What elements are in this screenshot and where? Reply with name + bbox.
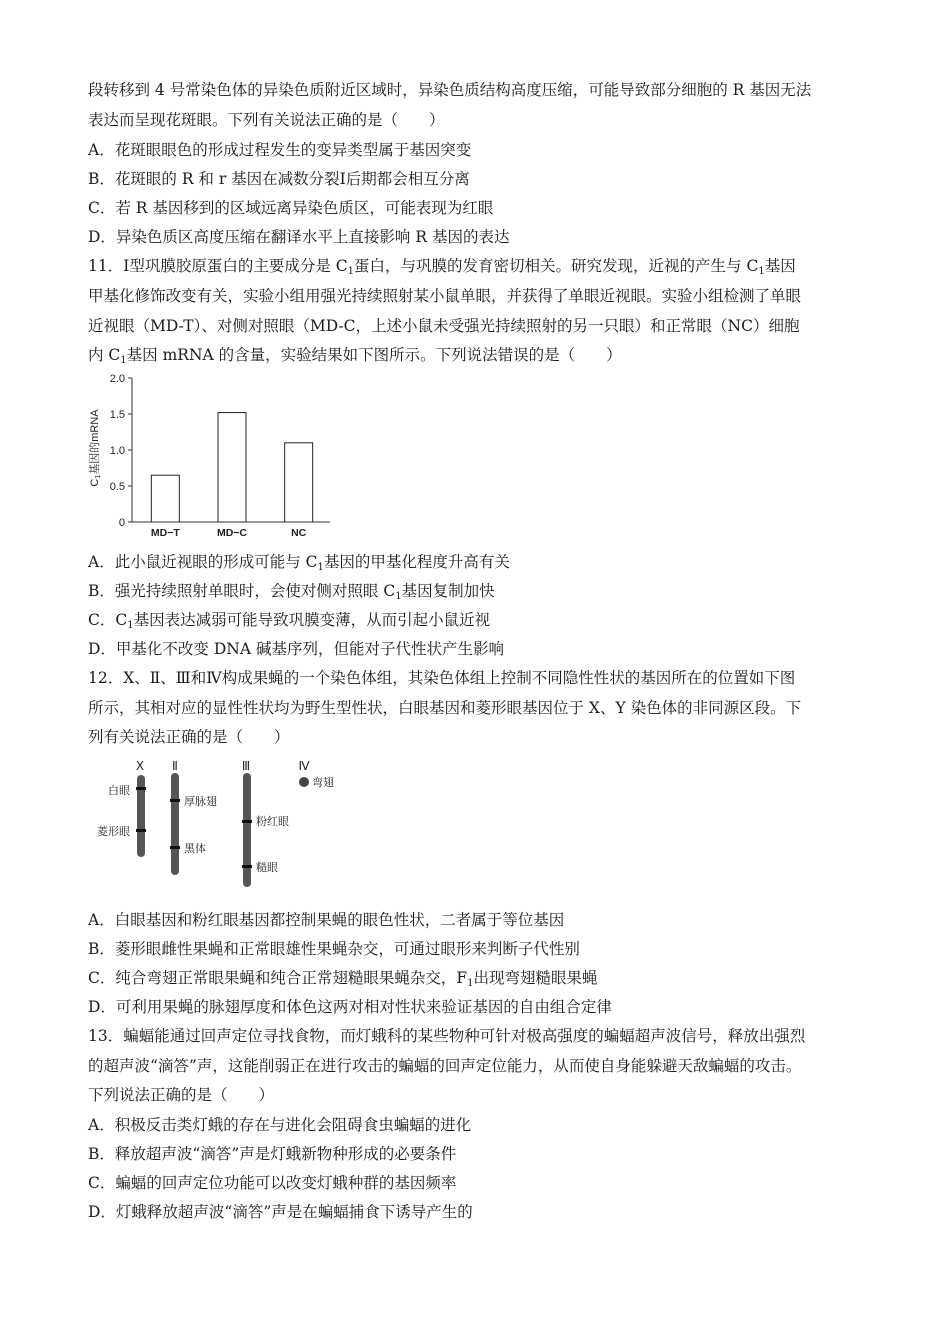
y-tick-label: 2.0 bbox=[109, 373, 125, 385]
gene-label-pink-eye: 粉红眼 bbox=[256, 815, 289, 828]
chrom-label-ii: Ⅱ bbox=[172, 759, 178, 773]
band-pink-eye bbox=[242, 820, 252, 823]
gene-label-rough-eye: 糙眼 bbox=[256, 861, 278, 874]
q13-option-c: C．蝙蝠的回声定位功能可以改变灯蛾种群的基因频率 bbox=[88, 1174, 457, 1192]
bar-0 bbox=[151, 475, 179, 522]
y-tick-label: 1.5 bbox=[109, 409, 125, 421]
q12-option-a: A．白眼基因和粉红眼基因都控制果蝇的眼色性状，二者属于等位基因 bbox=[88, 911, 565, 929]
gene-label-bent-wing: 弯翅 bbox=[312, 776, 334, 789]
mrna-bar-chart bbox=[86, 368, 336, 544]
q13-stem-line-3: 下列说法正确的是（ ） bbox=[88, 1086, 275, 1104]
q12-option-d: D．可利用果蝇的脉翅厚度和体色这两对相对性状来验证基因的自由组合定律 bbox=[88, 998, 612, 1016]
gene-label-white-eye: 白眼 bbox=[108, 784, 130, 797]
q11-stem-line-4: 内 $C_1$基因 mRNA 的含量，实验结果如下图所示。下列说法错误的是（ ） bbox=[88, 346, 622, 366]
q12-stem-line-2: 所示，其相对应的显性性状均为野生型性状，白眼基因和菱形眼基因位于 X、Y 染色体的非同源区段。下 bbox=[88, 699, 802, 717]
gene-label-black-body: 黑体 bbox=[184, 842, 206, 855]
q13-option-a: A．积极反击类灯蛾的存在与进化会阻碍食虫蝙蝠的进化 bbox=[88, 1116, 472, 1134]
band-black-body bbox=[170, 846, 180, 849]
category-label-1: MD−C bbox=[216, 527, 248, 539]
q13-stem-line-2: 的超声波“滴答”声，这能削弱正在进行攻击的蝙蝠的回声定位能力，从而使自身能躲避天敌蝙蝠的攻击。 bbox=[88, 1057, 802, 1075]
q13-stem-line-1: 13．蝙蝠能通过回声定位寻找食物，而灯蛾科的某些物种可针对极高强度的蝙蝠超声波信号，释放出强烈 bbox=[88, 1027, 806, 1045]
y-tick-label: 1.0 bbox=[109, 445, 125, 457]
q10-option-d: D．异染色质区高度压缩在翻译水平上直接影响 R 基因的表达 bbox=[88, 228, 510, 246]
chromosome-iii bbox=[243, 773, 251, 887]
chrom-label-iv: Ⅳ bbox=[298, 759, 310, 773]
gene-label-lozenge-eye: 菱形眼 bbox=[97, 825, 130, 838]
q11-stem-line-2: 甲基化修饰改变有关，实验小组用强光持续照射某小鼠单眼，并获得了单眼近视眼。实验小组检测了单眼 bbox=[88, 287, 802, 305]
q12-option-c: C．纯合弯翅正常眼果蝇和纯合正常翅糙眼果蝇杂交，$F_1$出现弯翅糙眼果蝇 bbox=[88, 969, 598, 989]
q13-option-b: B．释放超声波“滴答”声是灯蛾新物种形成的必要条件 bbox=[88, 1145, 457, 1163]
q12-stem-line-3: 列有关说法正确的是（ ） bbox=[88, 728, 290, 746]
chromosome-ii bbox=[171, 773, 179, 875]
y-tick-label: 0 bbox=[118, 517, 125, 529]
band-rough-eye bbox=[242, 865, 252, 868]
q10-stem-line-2: 表达而呈现花斑眼。下列有关说法正确的是（ ） bbox=[88, 111, 445, 129]
q13-option-d: D．灯蛾释放超声波“滴答”声是在蝙蝠捕食下诱导产生的 bbox=[88, 1203, 473, 1221]
q11-stem-line-3: 近视眼（MD-T）、对侧对照眼（MD-C，上述小鼠未受强光持续照射的另一只眼）和正常眼（NC）细胞 bbox=[88, 317, 800, 335]
category-label-0: MD−T bbox=[150, 527, 180, 539]
q11-option-b: B．强光持续照射单眼时，会使对侧对照眼 $C_1$基因复制加快 bbox=[88, 582, 495, 602]
q11-stem-line-1: 11．Ⅰ型巩膜胶原蛋白的主要成分是 $C_1$蛋白，与巩膜的发育密切相关。研究发现，近视的产生与 $C_1$基因 bbox=[88, 257, 796, 277]
q10-stem-line-1: 段转移到 4 号常染色体的异染色质附近区域时，异染色质结构高度压缩，可能导致部分细胞的 R 基因无法 bbox=[88, 81, 812, 99]
chrom-label-x: X bbox=[135, 759, 145, 773]
bar-1 bbox=[218, 413, 246, 522]
category-label-2: NC bbox=[291, 527, 307, 539]
svg-text:C1基因的mRNA: C1基因的mRNA bbox=[89, 409, 102, 487]
y-tick-label: 0.5 bbox=[109, 481, 125, 493]
band-white-eye bbox=[136, 787, 146, 790]
chart-y-axis-title bbox=[87, 409, 102, 487]
q10-option-b: B．花斑眼的 R 和 r 基因在减数分裂Ⅰ后期都会相互分离 bbox=[88, 170, 470, 188]
chrom-label-iii: Ⅲ bbox=[241, 759, 251, 773]
band-thick-vein bbox=[170, 799, 180, 802]
q10-option-c: C．若 R 基因移到的区域远离异染色质区，可能表现为红眼 bbox=[88, 199, 494, 217]
bar-2 bbox=[285, 443, 313, 522]
chromosome-diagram bbox=[88, 756, 358, 890]
chromosome-iv bbox=[299, 777, 309, 787]
gene-label-thick-vein: 厚脉翅 bbox=[184, 795, 217, 808]
q11-option-d: D．甲基化不改变 DNA 碱基序列，但能对子代性状产生影响 bbox=[88, 640, 504, 658]
q10-option-a: A．花斑眼眼色的形成过程发生的变异类型属于基因突变 bbox=[88, 141, 472, 159]
q12-option-b: B．菱形眼雌性果蝇和正常眼雄性果蝇杂交，可通过眼形来判断子代性别 bbox=[88, 940, 580, 958]
q11-option-a: A．此小鼠近视眼的形成可能与 $C_1$基因的甲基化程度升高有关 bbox=[88, 553, 510, 573]
q12-stem-line-1: 12．X、Ⅱ、Ⅲ和Ⅳ构成果蝇的一个染色体组，其染色体组上控制不同隐性性状的基因所在的位置如下图 bbox=[88, 669, 796, 687]
band-lozenge-eye bbox=[136, 829, 146, 832]
q11-option-c: C．$C_1$基因表达减弱可能导致巩膜变薄，从而引起小鼠近视 bbox=[88, 611, 491, 631]
